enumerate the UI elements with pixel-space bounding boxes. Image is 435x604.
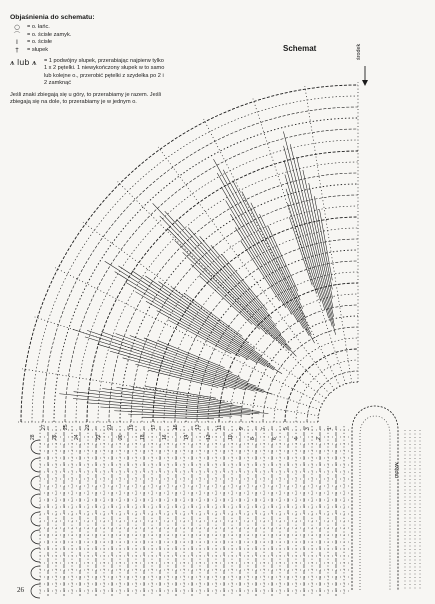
row-number: 10 — [228, 434, 234, 440]
legend-text: = 1 podwójny słupek, przerabiając najpierw tylko 1 x 2 pętelki. 1 niewykończony słupek w to samo lub kolejne o., przerobić pętelki z szydełka po 2 i 2 zamknąć — [44, 58, 165, 87]
stitch-line — [213, 159, 314, 343]
row-number: 12 — [206, 434, 212, 440]
row-number: 26 — [52, 434, 58, 440]
fan-motif — [213, 159, 314, 343]
page-number: 26 — [17, 586, 24, 594]
stitch-line — [288, 203, 317, 293]
slip-stitch-icon: ⌒ — [13, 30, 21, 39]
fan-motif — [153, 203, 297, 356]
round-row — [164, 228, 358, 422]
row-number: 28 — [30, 434, 36, 440]
round-row — [318, 382, 358, 422]
chain-icon: ○ — [14, 23, 20, 32]
stitch-line — [183, 252, 268, 334]
round-row — [241, 305, 358, 422]
stitch-line — [125, 282, 266, 367]
stitch-line — [128, 414, 223, 417]
start-label: środek — [356, 43, 362, 60]
stitch-line — [314, 196, 332, 289]
edge-loop — [31, 530, 40, 544]
row-number: 23 — [85, 424, 91, 430]
stitch-line — [110, 351, 246, 390]
edge-loop — [31, 440, 40, 454]
fan-motifs — [59, 131, 335, 418]
stitch-line — [135, 364, 227, 388]
row-number: 2 — [316, 437, 322, 440]
stitch-line — [286, 189, 321, 302]
legend-title: Objaśnienia do schematu: — [10, 14, 95, 21]
stitch-line — [142, 417, 214, 419]
row-number: 16 — [162, 434, 168, 440]
edge-loop — [31, 548, 40, 562]
row-number: 19 — [129, 424, 135, 430]
round-row — [274, 338, 358, 422]
edge-loop — [31, 566, 40, 580]
row-number: 15 — [173, 424, 179, 430]
stitch-line — [130, 336, 240, 378]
stitch-line — [284, 160, 329, 318]
row-number: 14 — [184, 434, 190, 440]
stitch-line — [73, 329, 273, 394]
stitch-line — [73, 399, 259, 414]
center-motif — [352, 406, 398, 590]
stitch-line — [175, 240, 275, 339]
stitch-line — [242, 192, 305, 318]
spoke — [118, 182, 330, 394]
row-number: 22 — [96, 434, 102, 440]
stitch-line — [199, 276, 252, 325]
stitch-line — [145, 276, 261, 356]
single-crochet-icon: I — [16, 38, 18, 47]
legend-note: Jeśli znaki zbiegają się u góry, to przerabiamy je razem. Jeśli zbiegają się na dole, to przerabiamy je w jednym o. — [10, 91, 161, 106]
row-number: 21 — [107, 424, 113, 430]
row-number: 3 — [305, 427, 311, 430]
border-block — [31, 406, 420, 598]
stitch-line — [157, 311, 240, 357]
stitch-line — [290, 144, 334, 326]
edge-loop — [31, 476, 40, 490]
start-arrow — [362, 66, 368, 86]
motyw-label: motyw — [394, 462, 400, 478]
edge-loop — [31, 584, 40, 598]
row-number: 18 — [140, 434, 146, 440]
row-number: 1 — [327, 427, 333, 430]
stitch-line — [153, 203, 297, 356]
legend-text: = o. ścisłe — [27, 39, 53, 46]
edge-loop — [31, 512, 40, 526]
legend-text: = o. ścisłe zamyk. — [27, 31, 72, 38]
row-number: 7 — [261, 427, 267, 430]
edge-loop — [31, 458, 40, 472]
legend-text: = o. łańc. — [27, 24, 50, 31]
stitch-line — [297, 157, 334, 317]
legend-text: = słupek — [27, 46, 48, 53]
row-number: 20 — [118, 434, 124, 440]
stitch-line — [146, 301, 249, 359]
schemat-title: Schemat — [283, 44, 317, 53]
row-number: 8 — [250, 437, 256, 440]
stitch-line — [158, 282, 254, 350]
stitch-line — [217, 173, 309, 336]
fan-motif — [73, 329, 273, 394]
row-number: 6 — [272, 437, 278, 440]
dc-together-icon: ⩚ lub ⩚ — [10, 58, 37, 68]
stitch-line — [97, 344, 254, 391]
row-number: 27 — [41, 424, 47, 430]
stitch-line — [177, 219, 286, 341]
round-row — [175, 239, 358, 422]
row-number: 11 — [217, 424, 223, 430]
stitch-line — [289, 217, 312, 285]
row-number: 4 — [294, 437, 300, 440]
round-row — [230, 294, 358, 422]
row-number: 17 — [151, 424, 157, 430]
stitch-line — [233, 181, 309, 327]
stitch-line — [116, 387, 233, 404]
edge-loop — [31, 494, 40, 508]
round-row — [263, 327, 358, 422]
row-number: 24 — [74, 434, 80, 440]
row-number: 5 — [283, 427, 289, 430]
double-crochet-icon: † — [15, 45, 19, 54]
row-number: 13 — [195, 424, 201, 430]
arrow-icon — [362, 80, 368, 86]
center-motif-inner — [360, 416, 390, 590]
row-number: 25 — [63, 424, 69, 430]
stitch-line — [132, 271, 268, 362]
stitch-line — [167, 228, 282, 345]
row-number: 9 — [239, 427, 245, 430]
